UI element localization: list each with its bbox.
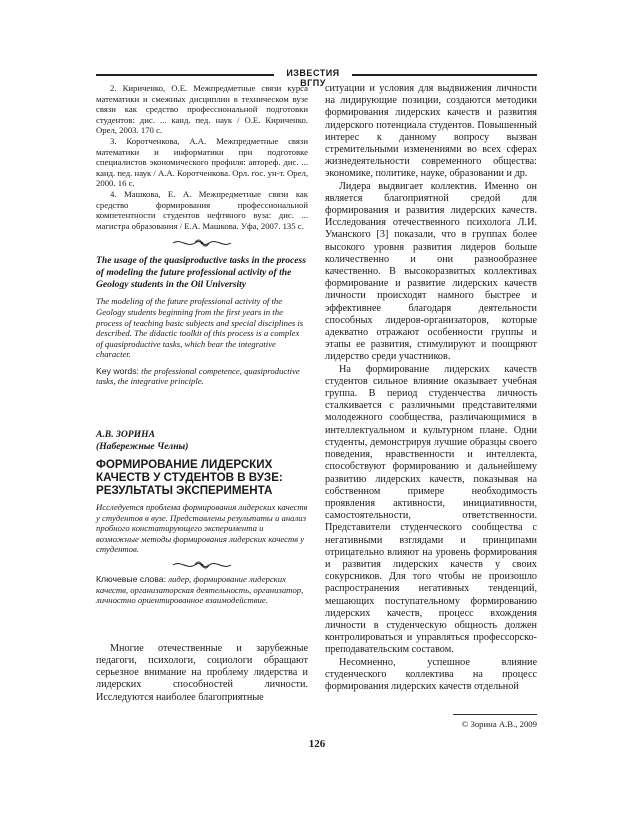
body-paragraph: Лидера выдвигает коллектив. Именно он является благоприятной средой для формирования и развития лидерских качеств. Исследования отечественного психолога Л.И. Уманского [3] показали, что в группах более высокого уровня развития лидеров больше количественно и они разнообразнее качественно. В высокоразвитых коллективах формирование и развитие лидерских качеств личности происходят намного быстрее и эффективнее благодаря деятельности способных лидеров-организаторов, которые адекватно отражают особенности группы и этапы ее развития, стимулируют и поощряют лидерство среди участников. — [325, 180, 537, 363]
body-paragraph: Многие отечественные и зарубежные педагоги, психологи, социологи обращают серьезное внимание на проблему лидерства и лидерских способностей личности. Исследуются наиболее благоприятные — [96, 642, 308, 703]
article-keywords — [96, 574, 308, 606]
article-city: (Набережные Челны) — [96, 441, 189, 453]
body-paragraph: Несомненно, успешное влияние студенческого коллектива на процесс формирования лидерских качеств отдельной — [325, 656, 537, 692]
english-abstract-title: The usage of the quasiproductive tasks in the process of modeling the future professional activity of the Geology students in the Oil University — [96, 255, 307, 291]
article-title: ФОРМИРОВАНИЕ ЛИДЕРСКИХ КАЧЕСТВ У СТУДЕНТОВ В ВУЗЕ: РЕЗУЛЬТАТЫ ЭКСПЕРИМЕНТА — [96, 458, 283, 498]
english-keywords — [96, 366, 308, 387]
right-column — [325, 83, 537, 693]
ornament-divider-icon — [96, 237, 308, 249]
ornament-divider-icon — [96, 559, 308, 571]
footer-rule — [453, 714, 537, 715]
body-paragraph: На формирование лидерских качеств студентов сильное влияние оказывает учебная группа. В период студенчества личность сталкивается с различными представителями молодежного сообщества, различающимися в интеллектуальном и культурном плане. Одни студенты, демонстрируя лучшие образцы своего поведения, нравственности и интеллекта, способствуют формированию и дальнейшему развитию лидерских качеств, показывая на собственном примере необходимость проявления активности, инициативности, самостоятельности, ответственности. Представители студенческого сообщества с негативными взглядами и принципами отрицательно влияют на уровень формирования и развития лидерских качеств у своих сокурсников. Для того чтобы не произошло распространения негативных тенденций, мешающих поступательному формированию лидерских качеств, процесс вхождения личности в студенческую общность должен контролироваться и управляться профессорско-преподавательским составом. — [325, 363, 537, 656]
english-abstract — [96, 255, 308, 387]
body-paragraph: ситуации и условия для выдвижения личности на лидирующие позиции, создаются методики формирования лидерских качеств и развития лидерского потенциала студентов. Повышенный интерес к данному вопросу вызван стремительными изменениями во всех сферах жизнедеятельности современного общества: экономике, политике, науке, образовании и др. — [325, 83, 537, 180]
article-keywords-value: лидер, формирование лидерских качеств, организаторская деятельность, организатор, личностно ориентированное взаимодействие. — [96, 574, 304, 606]
english-abstract-text: The modeling of the future professional activity of the Geology students beginning from the first years in the process of teaching basic subjects and special disciplines is described. The didactic toolkit of this process is a complex of quasiproductive tasks, which bear the integrative character. — [96, 296, 304, 360]
english-keywords-label: Key words: — [96, 365, 139, 376]
copyright-notice: © Зорина А.В., 2009 — [461, 719, 537, 729]
header-rule-left — [96, 74, 274, 76]
reference-item: 2. Кириченко, О.Е. Межпредметные связи курса математики и смежных дисциплин в техническом вузе связи как средство профессиональной подготовки студентов: дис. ... канд. пед. наук / О.Е. Кириченко. Орел, 2003. 170 с. — [96, 83, 308, 136]
left-column — [96, 83, 308, 704]
article-author: А.В. ЗОРИНА — [96, 429, 155, 441]
header-rule-right — [352, 74, 537, 76]
english-keywords-value: the professional competence, quasiproductive tasks, the integrative principle. — [96, 365, 300, 387]
reference-item: 4. Машкова, Е. А. Межпредметные связи как средство формирования профессиональной компетентности студентов нефтяного вуза: дис. ... магистра образования / Е.А. Машкова. Уфа, 2007. 135 с. — [96, 188, 308, 231]
reference-item: 3. Коротченкова, А.А. Межпредметные связи математики и информатики при подготовке специалистов экономического профиля: автореф. дис. ... канд. пед. наук / А.А. Коротченкова. Орл. гос. ун-т. Орел, 2000. 16 с. — [96, 135, 308, 189]
article-keywords-label: Ключевые слова: — [96, 574, 167, 585]
page-number: 126 — [308, 738, 326, 750]
reference-list — [96, 83, 308, 231]
article-annotation: Исследуется проблема формирования лидерских качеств у студентов в вузе. Представлены результаты и анализ пробного констатирующего эксперимента и возможные методы формирования лидерских качеств у студентов. — [96, 502, 308, 555]
journal-title: ИЗВЕСТИЯ ВГПУ — [286, 68, 340, 88]
